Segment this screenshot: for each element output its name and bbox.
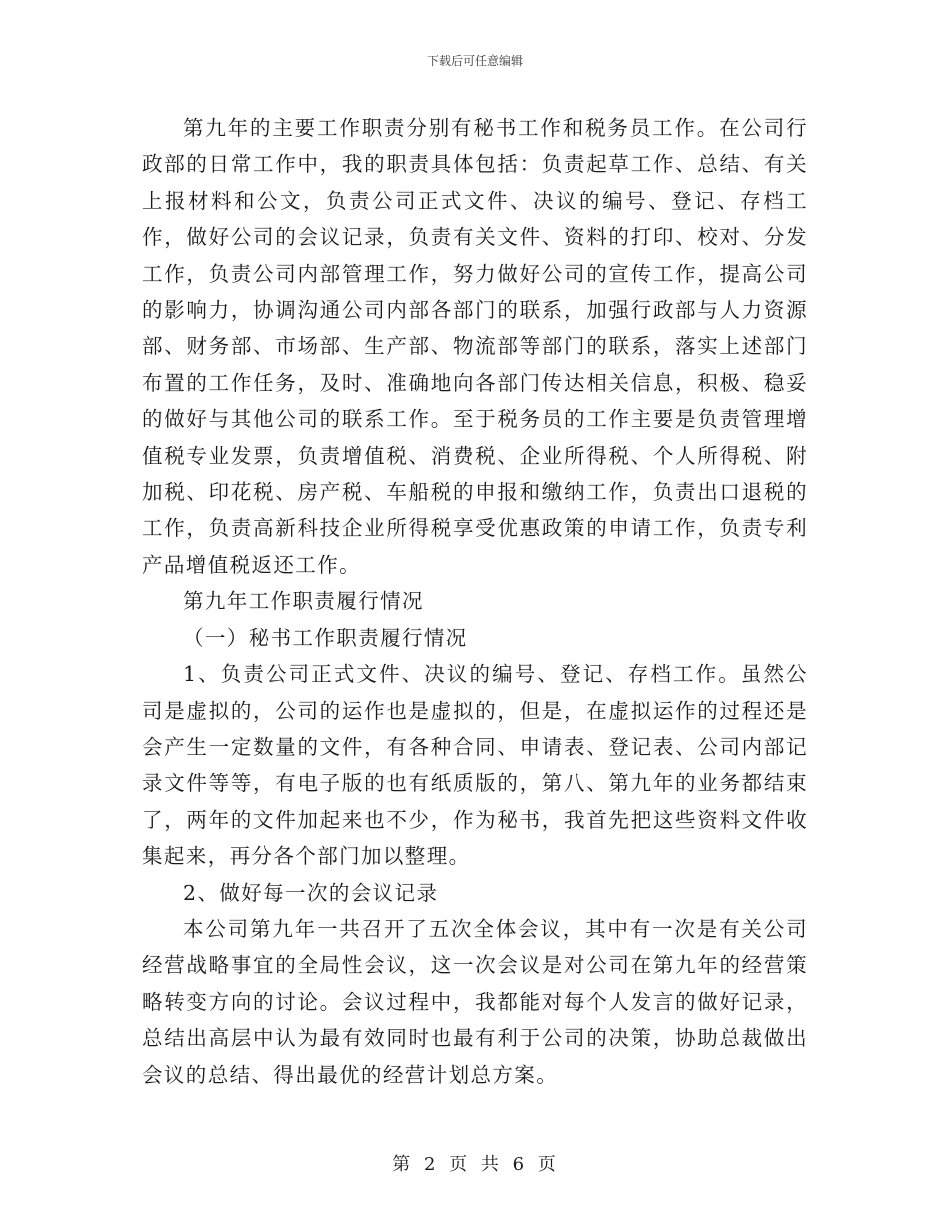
- paragraph-duties-overview: 第九年的主要工作职责分别有秘书工作和税务员工作。在公司行政部的日常工作中，我的职责具体包括：负责起草工作、总结、有关上报材料和公文，负责公司正式文件、决议的编号、登记、存档工作，做好公司的会议记录，负责有关文件、资料的打印、校对、分发工作，负责公司内部管理工作，努力做好公司的宣传工作，提高公司的影响力，协调沟通公司内部各部门的联系，加强行政部与人力资源部、财务部、市场部、生产部、物流部等部门的联系，落实上述部门布置的工作任务，及时、准确地向各部门传达相关信息，积极、稳妥的做好与其他公司的联系工作。至于税务员的工作主要是负责管理增值税专业发票，负责增值税、消费税、企业所得税、个人所得税、附加税、印花税、房产税、车船税的申报和缴纳工作，负责出口退税的工作，负责高新科技企业所得税享受优惠政策的申请工作，负责专利产品增值税返还工作。: [142, 116, 808, 577]
- item-heading-meeting-minutes: 2、做好每一次的会议记录: [183, 880, 439, 905]
- subsection-heading: （一）秘书工作职责履行情况: [183, 625, 468, 650]
- document-body: [142, 110, 808, 1093]
- section-heading: 第九年工作职责履行情况: [183, 589, 424, 614]
- page-number-footer: 第 2 页 共 6 页: [392, 1154, 558, 1175]
- paragraph-meeting-minutes: 本公司第九年一共召开了五次全体会议，其中有一次是有关公司经营战略事宜的全局性会议，这一次会议是对公司在第九年的经营策略转变方向的讨论。会议过程中，我都能对每个人发言的做好记录，总结出高层中认为最有效同时也最有利于公司的决策，协助总裁做出会议的总结、得出最优的经营计划总方案。: [142, 916, 808, 1087]
- paragraph-document-filing: 1、负责公司正式文件、决议的编号、登记、存档工作。虽然公司是虚拟的，公司的运作也是虚拟的，但是，在虚拟运作的过程还是会产生一定数量的文件，有各种合同、申请表、登记表、公司内部记录文件等等，有电子版的也有纸质版的，第八、第九年的业务都结束了，两年的文件加起来也不少，作为秘书，我首先把这些资料文件收集起来，再分各个部门加以整理。: [142, 662, 808, 869]
- page-header-note: 下载后可任意编辑: [426, 54, 523, 68]
